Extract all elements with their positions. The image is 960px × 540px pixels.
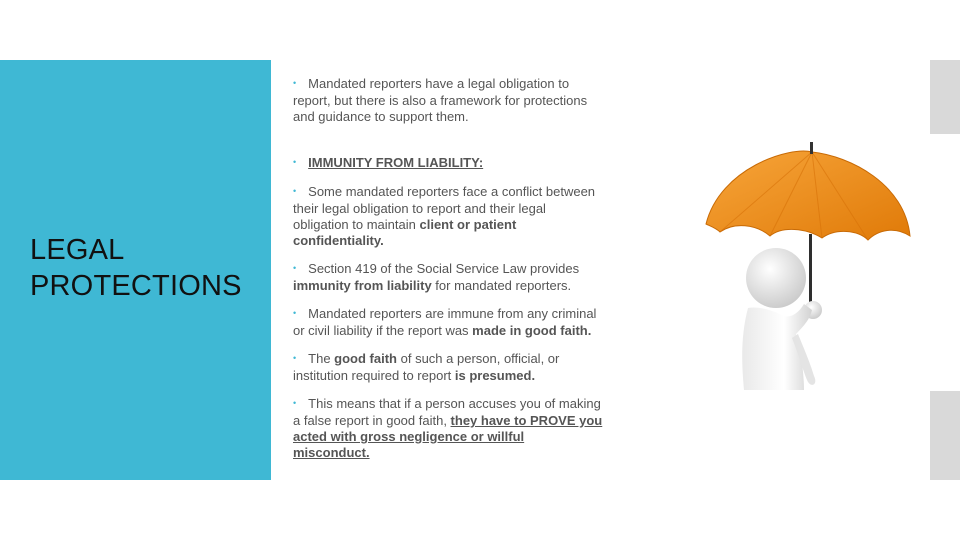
immune-paragraph: • Mandated reporters are immune from any criminal or civil liability if the report was made in good faith.	[293, 306, 597, 338]
title-line-1: LEGAL	[30, 234, 125, 266]
bullet-icon: •	[293, 308, 297, 318]
title-line-2: PROTECTIONS	[30, 270, 242, 302]
section-419-paragraph: • Section 419 of the Social Service Law provides immunity from liability for mandated reporters.	[293, 261, 580, 293]
conflict-paragraph: • Some mandated reporters face a conflict between their legal obligation to report and their legal obligation to maintain client or patient confidentiality.	[293, 184, 596, 248]
false-report-paragraph: • This means that if a person accuses you of making a false report in good faith, they have to PROVE you acted with gross negligence or willful misconduct.	[293, 396, 603, 460]
right-strip-bottom	[930, 391, 960, 480]
right-strip-top	[930, 60, 960, 134]
bullet-icon: •	[293, 157, 297, 167]
person-with-umbrella-icon	[700, 138, 920, 394]
bullet-icon: •	[293, 186, 297, 196]
bullet-icon: •	[293, 398, 297, 408]
bullet-icon: •	[293, 263, 297, 273]
slide-title	[30, 232, 242, 304]
immunity-heading: • IMMUNITY FROM LIABILITY:	[293, 155, 484, 170]
bullet-icon: •	[293, 78, 297, 88]
body-text	[293, 76, 603, 461]
good-faith-paragraph: • The good faith of such a person, official, or institution required to report is presumed.	[293, 351, 560, 383]
intro-paragraph: • Mandated reporters have a legal obligation to report, but there is also a framework for protections and guidance to support them.	[293, 76, 588, 124]
bullet-icon: •	[293, 353, 297, 363]
